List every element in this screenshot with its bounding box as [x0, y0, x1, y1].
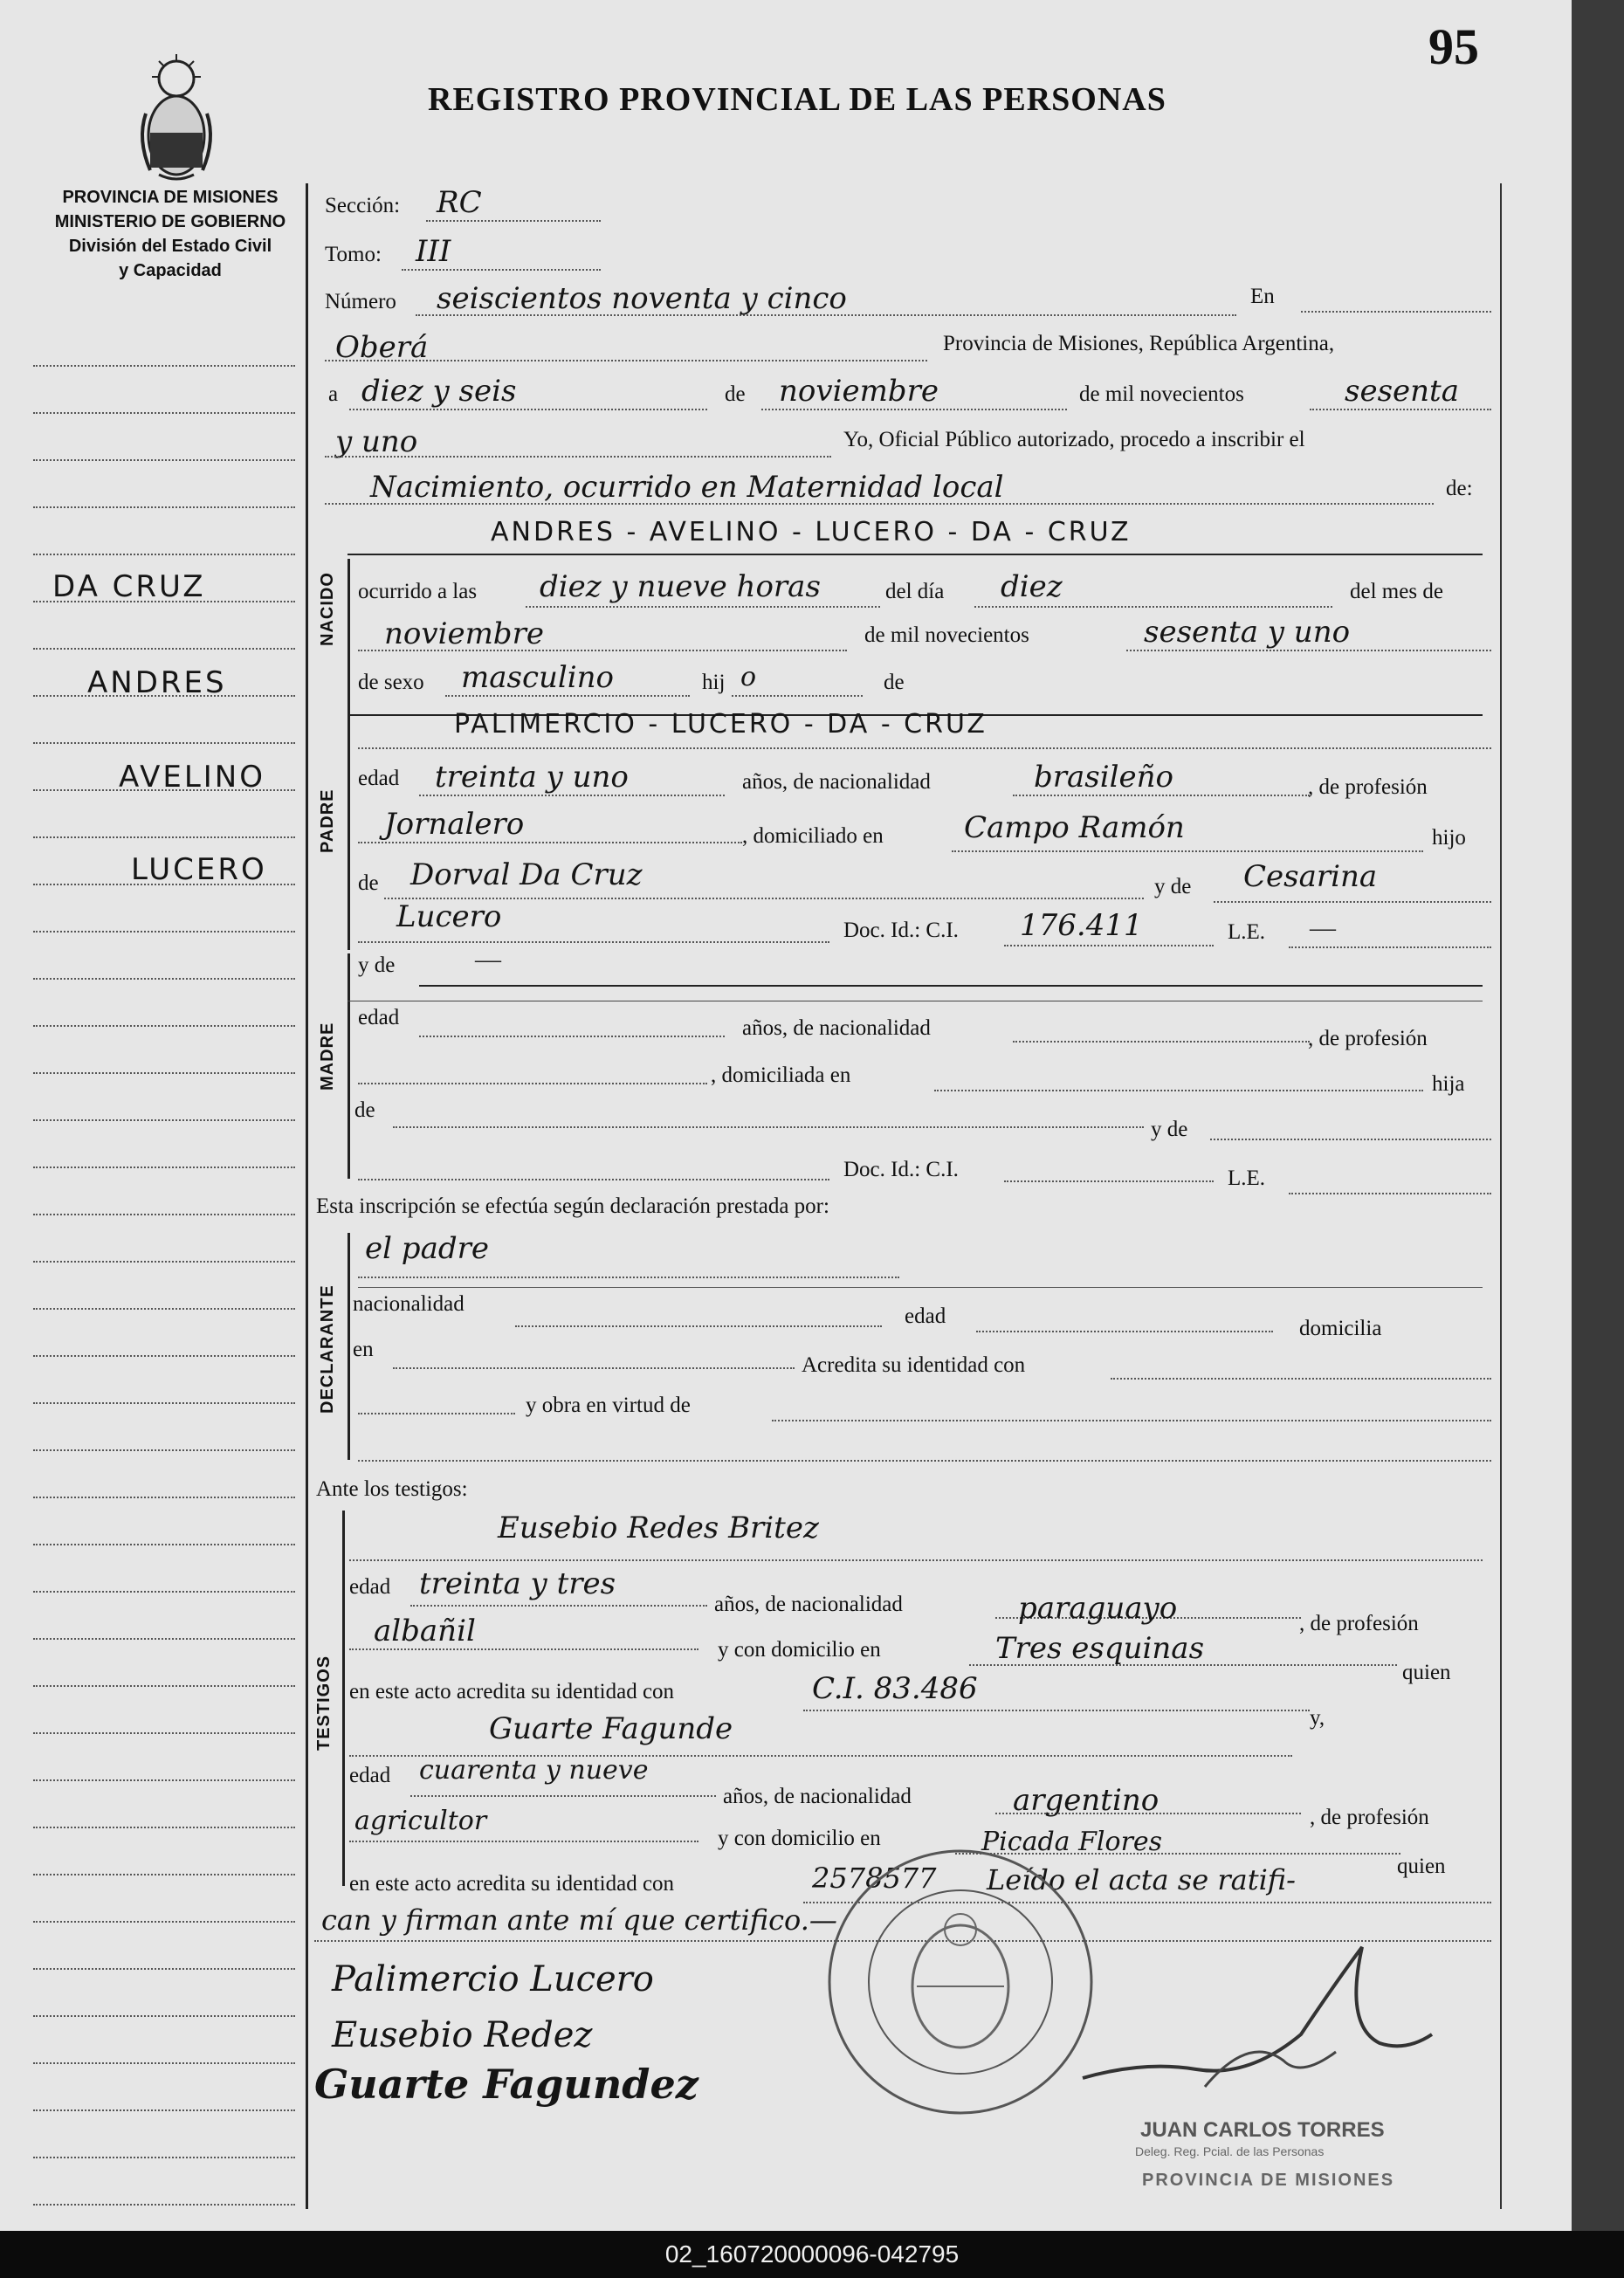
padre-hijo-label: hijo: [1432, 826, 1466, 850]
header-line: PROVINCIA DE MISIONES: [62, 188, 279, 207]
firma-3: Guarte Fagundez: [314, 2061, 698, 2108]
declarante-edad-label: edad: [905, 1304, 946, 1328]
t2-prof-value: agricultor: [354, 1806, 487, 1836]
declarante-obra-label: y obra en virtud de: [526, 1394, 691, 1417]
margin-column-border: [306, 183, 308, 2209]
tomo-label: Tomo:: [325, 243, 382, 266]
de-label: de: [725, 382, 746, 406]
t2-edad-label: edad: [349, 1764, 391, 1787]
official-signature-icon: [1074, 1930, 1441, 2104]
nac-de-label: de: [884, 671, 905, 694]
form-right-border: [1500, 183, 1502, 2209]
mes-value: noviembre: [779, 374, 939, 409]
firma-1: Palimercio Lucero: [332, 1959, 654, 1999]
header-line: y Capacidad: [119, 261, 222, 280]
hecho-value: Nacimiento, ocurrido en Maternidad local: [370, 470, 1004, 505]
padre-edad-line: [419, 795, 725, 796]
margin-dotted-line: [33, 1449, 295, 1451]
t1-doc-value: C.I. 83.486: [812, 1671, 978, 1706]
t2-prof-line: [349, 1841, 698, 1842]
margin-dotted-line: [33, 1968, 295, 1970]
padre-y-de-label: y de: [1154, 875, 1192, 898]
padre-dom-label: , domiciliado en: [742, 824, 884, 848]
padre-nac-label: años, de nacionalidad: [742, 770, 931, 794]
madre-de-line: [393, 1126, 1144, 1128]
header-line: División del Estado Civil: [68, 237, 272, 256]
anio2-line: [325, 456, 831, 458]
margin-dotted-line: [33, 2015, 295, 2017]
madre-y-de2-line: [1210, 1139, 1491, 1140]
declarante-extra-line: [358, 1460, 1491, 1462]
margin-dotted-line: [33, 1025, 295, 1027]
margin-dotted-line: [33, 1827, 295, 1828]
padre-doc-line: [1004, 945, 1214, 946]
t2-nac-value: argentino: [1013, 1783, 1160, 1818]
margin-name: DA CRUZ: [52, 569, 206, 604]
margin-dotted-line: [33, 2157, 295, 2158]
sexo-label: de sexo: [358, 671, 424, 694]
nac-anio-value: sesenta y uno: [1144, 615, 1351, 650]
margin-dotted-line: [33, 1119, 295, 1121]
declarante-intro: Esta inscripción se efectúa según declaración prestada por:: [316, 1194, 829, 1218]
nac-dia-value: diez: [1001, 569, 1063, 604]
lugar-line: [325, 360, 927, 361]
binding-edge: [1572, 0, 1624, 2231]
padre-de-label: de: [358, 871, 379, 895]
nac-anio-line: [1126, 650, 1491, 651]
padre-dom-value: Campo Ramón: [964, 810, 1185, 845]
oficial-text: Yo, Oficial Público autorizado, procedo a inscribir el: [843, 428, 1305, 451]
padre-le-line: [1289, 946, 1491, 948]
padre-prof-value: Jornalero: [384, 807, 525, 842]
padre-doc-value: 176.411: [1020, 908, 1143, 943]
madre-dom-line: [934, 1090, 1423, 1091]
t1-edad-value: treinta y tres: [419, 1566, 616, 1601]
sello-cargo: Deleg. Reg. Pcial. de las Personas: [1135, 2144, 1325, 2158]
margin-dotted-line: [33, 2109, 295, 2111]
t2-nac-label: años, de nacionalidad: [723, 1785, 912, 1808]
t1-acredita-line: [803, 1710, 1310, 1711]
madre-nombre-rule: [419, 985, 1483, 987]
padre-y-de-value-2: Lucero: [396, 899, 502, 934]
header-left-block: [35, 185, 306, 283]
t2-edad-value: cuarenta y nueve: [419, 1755, 649, 1786]
anio-value-1: sesenta: [1345, 374, 1459, 409]
declarante-nac-line: [515, 1325, 882, 1327]
t2-acredita-label: en este acto acredita su identidad con: [349, 1872, 675, 1896]
t1-prof-value: albañil: [374, 1614, 476, 1648]
margin-dotted-line: [33, 836, 295, 838]
margin-dotted-line: [33, 1261, 295, 1263]
madre-nombre-dash: —: [475, 945, 501, 974]
madre-label: MADRE: [318, 1022, 337, 1091]
declarante-acredita-label: Acredita su identidad con: [802, 1353, 1026, 1377]
margin-dotted-line: [33, 1308, 295, 1310]
lugar-value: Oberá: [335, 330, 429, 365]
padre-y-de-line: [1214, 901, 1491, 903]
hijo-suffix: o: [740, 662, 757, 692]
t1-acredita-label: en este acto acredita su identidad con: [349, 1680, 675, 1703]
t1-nac-label: años, de nacionalidad: [714, 1593, 903, 1616]
padre-y-de2-line: [358, 941, 829, 943]
margin-dotted-line: [33, 1732, 295, 1734]
testigos-intro: Ante los testigos:: [316, 1477, 468, 1501]
margin-dotted-line: [33, 1638, 295, 1640]
del-mes-label: del mes de: [1350, 580, 1443, 603]
madre-le-label: L.E.: [1228, 1167, 1266, 1190]
padre-nombre-line: [358, 747, 1491, 749]
cierre-linea-2: can y firman ante mí que certifico.—: [321, 1903, 837, 1937]
madre-dom-label: , domiciliada en: [711, 1063, 851, 1087]
en-label: En: [1250, 285, 1275, 308]
padre-edad-value: treinta y uno: [435, 760, 629, 795]
sello-nombre: JUAN CARLOS TORRES: [1140, 2118, 1385, 2142]
declarante-bracket: [348, 1233, 350, 1460]
mes-line: [761, 409, 1067, 410]
margin-dotted-line: [33, 365, 295, 367]
margin-dotted-line: [33, 554, 295, 555]
testigo2-nombre: Guarte Fagunde: [489, 1711, 733, 1746]
margin-dotted-line: [33, 1921, 295, 1923]
margin-dotted-line: [33, 1544, 295, 1545]
padre-de-value: Dorval Da Cruz: [410, 857, 643, 892]
page-number: 95: [1428, 18, 1479, 75]
margin-dotted-line: [33, 1355, 295, 1357]
numero-label: Número: [325, 290, 396, 313]
margin-dotted-line: [33, 1214, 295, 1215]
sello-provincia: PROVINCIA DE MISIONES: [1142, 2171, 1395, 2190]
seccion-value: RC: [437, 185, 482, 220]
margin-name: LUCERO: [131, 852, 267, 887]
padre-prof-label: , de profesión: [1308, 775, 1428, 799]
hijo-label: hij: [702, 671, 726, 694]
madre-prof-line: [358, 1083, 707, 1084]
margin-dotted-line: [33, 1591, 295, 1593]
padre-le-value: —: [1310, 913, 1336, 942]
t2-doc-value: 2578577: [812, 1862, 937, 1895]
margin-dotted-line: [33, 648, 295, 650]
madre-doc-label: Doc. Id.: C.I.: [843, 1158, 959, 1181]
del-dia-label: del día: [885, 580, 945, 603]
nombre-inscripto: ANDRES - AVELINO - LUCERO - DA - CRUZ: [491, 517, 1132, 547]
padre-doc-label: Doc. Id.: C.I.: [843, 919, 959, 942]
margin-dotted-line: [33, 978, 295, 980]
declarante-en-label: en: [353, 1338, 374, 1361]
t2-dom-value: Picada Flores: [981, 1827, 1163, 1857]
nac-mes-line: [358, 650, 847, 651]
t1-prof-line: [349, 1648, 698, 1650]
margin-dotted-line: [33, 1167, 295, 1168]
t1-quien-label: quien: [1402, 1661, 1451, 1684]
declarante-obra-pre-line: [358, 1413, 515, 1414]
margin-dotted-line: [33, 931, 295, 933]
ocurrido-label: ocurrido a las: [358, 580, 478, 603]
nac-mes-value: noviembre: [384, 616, 544, 651]
margin-dotted-line: [33, 1497, 295, 1498]
padre-dom-line: [952, 850, 1423, 852]
page-title: REGISTRO PROVINCIAL DE LAS PERSONAS: [428, 81, 1166, 118]
margin-dotted-line: [33, 1072, 295, 1074]
margin-dotted-line: [33, 506, 295, 508]
declarante-nombre: el padre: [365, 1231, 489, 1266]
margin-dotted-line: [33, 1685, 295, 1687]
margin-dotted-line: [33, 412, 295, 414]
madre-de-label: de: [354, 1098, 375, 1122]
padre-y-de-value: Cesarina: [1243, 859, 1378, 894]
declarante-nombre-line: [358, 1277, 899, 1278]
t1-prof-label: , de profesión: [1299, 1612, 1419, 1635]
anio-prefix: de mil novecientos: [1079, 382, 1244, 406]
nac-dia-line: [974, 606, 1332, 608]
coat-of-arms-icon: [133, 52, 220, 183]
margin-dotted-line: [33, 1402, 295, 1404]
anio-line: [1310, 409, 1491, 410]
hora-line: [526, 606, 880, 608]
padre-edad-label: edad: [358, 767, 400, 790]
t1-dom-label: y con domicilio en: [718, 1638, 881, 1662]
declarante-label: DECLARANTE: [318, 1284, 337, 1414]
madre-edad-label: edad: [358, 1006, 400, 1029]
header-line: MINISTERIO DE GOBIERNO: [54, 212, 286, 231]
nac-anio-label: de mil novecientos: [864, 623, 1029, 647]
t2-y-label: y,: [1310, 1706, 1325, 1730]
sexo-value: masculino: [461, 660, 615, 695]
declarante-edad-line: [976, 1331, 1273, 1332]
sexo-line: [445, 695, 690, 697]
t1-dom-value: Tres esquinas: [995, 1631, 1205, 1666]
hijo-line: [732, 695, 863, 697]
madre-nac-label: años, de nacionalidad: [742, 1016, 931, 1040]
declarante-rule: [358, 1287, 1483, 1288]
a-label: a: [328, 382, 339, 406]
testigos-label: TESTIGOS: [314, 1655, 334, 1751]
en-line: [1301, 311, 1491, 313]
margin-name: ANDRES: [87, 665, 227, 700]
t1-nac-value: paraguayo: [1018, 1591, 1178, 1626]
seccion-line: [426, 220, 601, 222]
t2-quien-label: quien: [1397, 1855, 1446, 1878]
provincia-text: Provincia de Misiones, República Argentina,: [943, 332, 1335, 355]
padre-nac-line: [1013, 795, 1310, 796]
t2-dom-label: y con domicilio en: [718, 1827, 881, 1850]
madre-nac-line: [1013, 1041, 1310, 1043]
testigo1-nombre-line: [349, 1559, 1483, 1561]
padre-le-label: L.E.: [1228, 920, 1266, 944]
madre-doc-line: [1004, 1180, 1214, 1182]
margin-dotted-line: [33, 459, 295, 461]
dia-value: diez y seis: [361, 374, 517, 409]
declarante-nac-label: nacionalidad: [353, 1292, 464, 1316]
tomo-value: III: [416, 234, 451, 269]
madre-y-de-label: y de: [358, 953, 396, 977]
testigos-bracket: [342, 1511, 345, 1886]
margin-dotted-line: [33, 1874, 295, 1875]
margin-name: AVELINO: [119, 760, 265, 795]
declarante-acredita-line: [1111, 1378, 1491, 1380]
declarante-obra-line: [772, 1420, 1491, 1421]
t1-edad-label: edad: [349, 1575, 391, 1599]
t2-prof-label: , de profesión: [1310, 1806, 1429, 1829]
padre-prof-line: [358, 842, 742, 843]
official-seal-icon: [821, 1842, 1100, 2122]
margin-dotted-line: [33, 742, 295, 744]
padre-nac-value: brasileño: [1034, 760, 1173, 795]
de-colon-label: de:: [1446, 477, 1473, 500]
madre-edad-line: [419, 1036, 725, 1037]
cierre-linea-1: Leído el acta se ratifi-: [987, 1863, 1296, 1896]
padre-bracket: [348, 714, 350, 950]
declarante-en-line: [393, 1367, 795, 1369]
anio-value-2: y uno: [335, 424, 418, 459]
madre-hija-label: hija: [1432, 1072, 1465, 1096]
hecho-line: [325, 503, 1434, 505]
declarante-domicilia-label: domicilia: [1299, 1317, 1382, 1340]
margin-dotted-line: [33, 2062, 295, 2064]
nacido-bracket: [348, 559, 350, 714]
nacido-label: NACIDO: [318, 572, 337, 647]
numero-value: seiscientos noventa y cinco: [437, 281, 847, 316]
madre-le-line: [1289, 1193, 1491, 1194]
t1-edad-line: [410, 1605, 707, 1607]
padre-nombre: PALIMERCIO - LUCERO - DA - CRUZ: [454, 709, 987, 740]
hora-value: diez y nueve horas: [540, 569, 821, 604]
seccion-label: Sección:: [325, 194, 401, 217]
madre-y-de2-label: y de: [1151, 1118, 1188, 1141]
padre-label: PADRE: [318, 788, 337, 853]
t2-edad-line: [410, 1795, 716, 1797]
footer-id: 02_160720000096-042795: [0, 2231, 1624, 2278]
madre-bracket: [348, 953, 350, 1179]
margin-dotted-line: [33, 1779, 295, 1781]
madre-doc-pre-line: [358, 1179, 829, 1180]
nombre-rule: [348, 554, 1483, 555]
tomo-line: [402, 269, 601, 271]
madre-prof-label: , de profesión: [1308, 1027, 1428, 1050]
firma-2: Eusebio Redez: [332, 2015, 593, 2055]
testigo1-nombre: Eusebio Redes Britez: [498, 1511, 819, 1545]
dia-line: [349, 409, 707, 410]
margin-dotted-line: [33, 2204, 295, 2206]
